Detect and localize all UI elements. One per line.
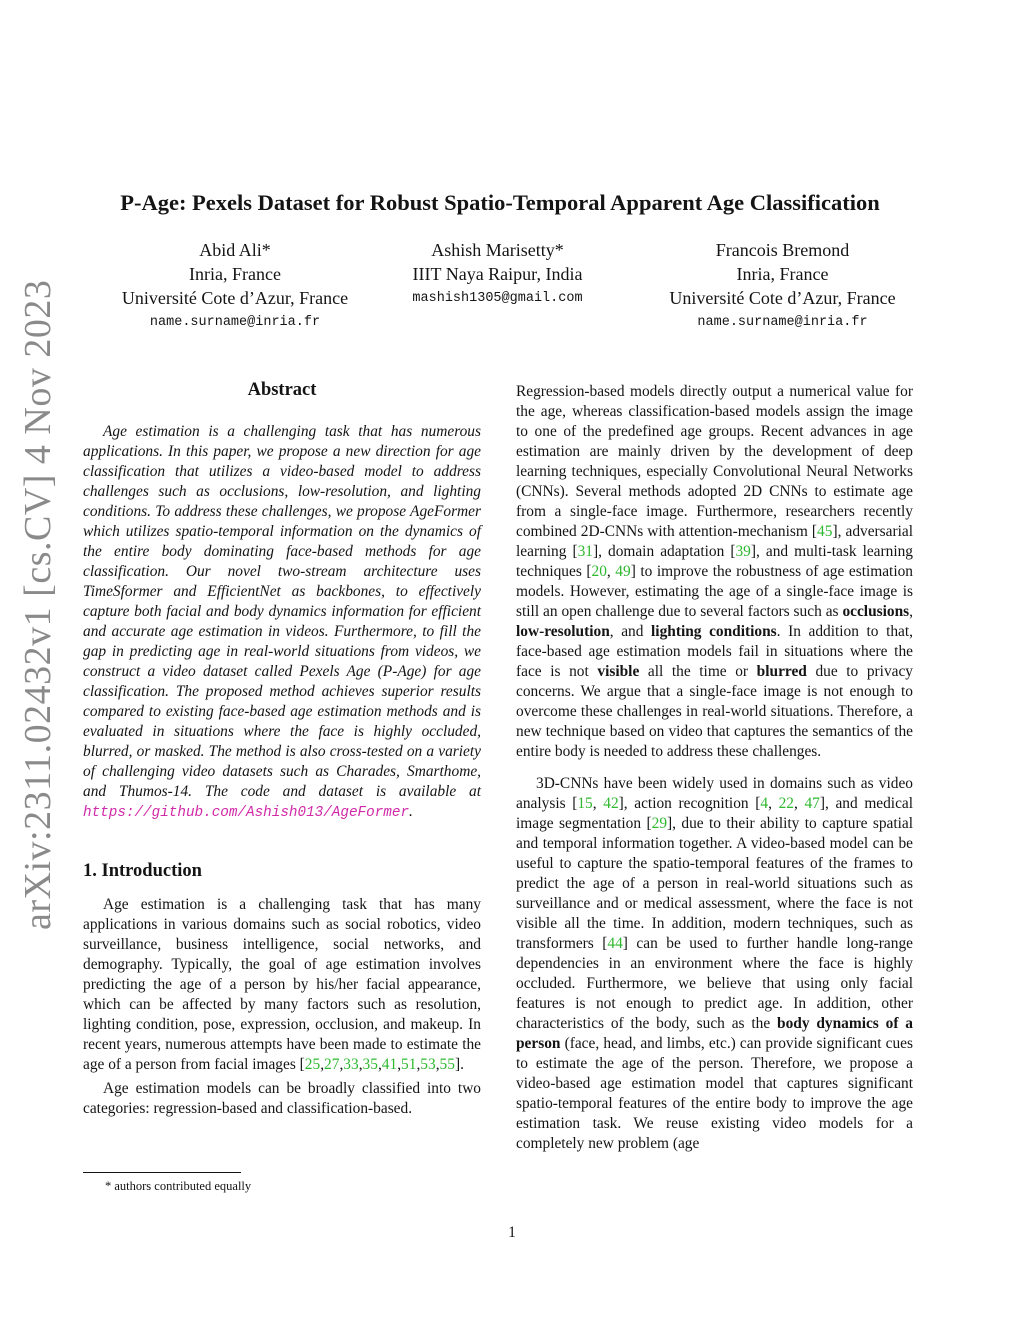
- left-column: [83, 378, 481, 1119]
- author-affiliation: Inria, France: [736, 264, 829, 284]
- citation[interactable]: 49: [615, 563, 631, 580]
- citation[interactable]: 20: [591, 563, 607, 580]
- citation[interactable]: 15: [577, 795, 593, 812]
- author-email: name.surname@inria.fr: [697, 315, 868, 330]
- citation[interactable]: 53: [420, 1056, 436, 1073]
- author-name: Francois Bremond: [715, 240, 850, 260]
- citation[interactable]: 27: [324, 1056, 340, 1073]
- citation[interactable]: 51: [401, 1056, 417, 1073]
- author-affiliation: Université Cote d’Azur, France: [121, 288, 349, 308]
- author-2: [385, 238, 610, 312]
- author-1: [90, 238, 380, 336]
- page-number: 1: [508, 1224, 516, 1241]
- right-column: [516, 382, 913, 1154]
- footnote: * authors contributed equally: [105, 1179, 252, 1193]
- citation[interactable]: 39: [735, 543, 751, 560]
- arxiv-stamp: arXiv:2311.02432v1 [cs.CV] 4 Nov 2023: [17, 279, 59, 930]
- author-name: Ashish Marisetty*: [431, 240, 564, 260]
- author-affiliation: Université Cote d’Azur, France: [669, 288, 896, 308]
- citation[interactable]: 44: [607, 935, 623, 952]
- author-affiliation: IIIT Naya Raipur, India: [412, 264, 583, 284]
- citation[interactable]: 47: [804, 795, 820, 812]
- intro-paragraph-2: Age estimation models can be broadly classified into two categories: regression-based and classification-based.: [83, 1080, 481, 1117]
- footnote-divider: [83, 1172, 241, 1173]
- citation[interactable]: 33: [343, 1056, 359, 1073]
- citation[interactable]: 55: [439, 1056, 455, 1073]
- author-3: [625, 238, 940, 336]
- author-email: name.surname@inria.fr: [149, 315, 321, 330]
- citation[interactable]: 31: [577, 543, 593, 560]
- citation[interactable]: 4: [760, 795, 769, 812]
- author-email: mashish1305@gmail.com: [412, 291, 583, 306]
- right-paragraph-2: 3D-CNNs have been widely used in domains such as video analysis [15, 42], action recognition [4, 22, 47], and medical image segmentation [29], due to their ability to capture spatial and temporal information together. A video-based model can be useful to capture the spatio-temporal features of the frames to predict the age of a person in real-world situations such as surveillance and or medical assessment, where the face is not visible all the time. In addition, modern techniques, such as transformers [44] can be used to further handle long-range dependencies in an environment where the face is highly occluded. Furthermore, we believe that using only facial features is not enough to predict age. In addition, other characteristics of the body, such as the body dynamics of a person (face, head, and limbs, etc.) can provide significant cues to estimate the age of the person. Therefore, we propose a video-based age estimation model that captures significant spatio-temporal features of the entire body to improve the age estimation task. We reuse existing video models for a completely new problem (age: [516, 775, 914, 1152]
- citation[interactable]: 25: [304, 1056, 321, 1073]
- right-paragraph-1: Regression-based models directly output a numerical value for the age, whereas classification-based models assign the image to one of the predefined age groups. Recent advances in age estimation are mainly driven by the development of deep learning techniques, especially Convolutional Neural Networks (CNNs). Several methods adopted 2D CNNs to estimate age from a single-face image. Furthermore, researchers recently combined 2D-CNNs with attention-mechanism [45], adversarial learning [31], domain adaptation [39], and multi-task learning techniques [20, 49] to improve the robustness of age estimation models. However, estimating the age of a single-face image is still an open challenge due to several factors such as occlusions, low-resolution, and lighting conditions. In addition to that, face-based age estimation models fail in situations where the face is not visible all the time or blurred due to privacy concerns. We argue that a single-face image is not enough to overcome these challenges in real-world situations. Therefore, a new technique based on video that captures the semantics of the entire body is needed to address these challenges.: [516, 383, 914, 760]
- author-affiliation: Inria, France: [189, 264, 281, 284]
- citation[interactable]: 22: [778, 795, 794, 812]
- paper-title: P-Age: Pexels Dataset for Robust Spatio-Temporal Apparent Age Classification: [120, 190, 880, 216]
- intro-paragraph-1: Age estimation is a challenging task that has many applications in various domains such as social robotics, video surveillance, business intelligence, social networks, and demography. Typically, the goal of age estimation involves predicting the age of a person by his/her facial appearance, which can be affected by many factors such as resolution, lighting condition, pose, expression, occlusion, and makeup. In recent years, numerous attempts have been made to estimate the age of a person from facial images [25,27,33,35,41,51,53,55].: [83, 896, 481, 1073]
- author-name: Abid Ali*: [199, 240, 271, 260]
- abstract-heading: Abstract: [247, 380, 317, 400]
- citation[interactable]: 42: [603, 795, 619, 812]
- citation[interactable]: 35: [362, 1056, 378, 1073]
- citation[interactable]: 45: [817, 523, 833, 540]
- code-link[interactable]: https://github.com/Ashish013/AgeFormer: [83, 805, 410, 821]
- citation[interactable]: 29: [651, 815, 668, 832]
- intro-heading: 1. Introduction: [83, 861, 202, 881]
- abstract-text: Age estimation is a challenging task that has numerous applications. In this paper, we propose a new direction for age classification that utilizes a video-based model to address challenges such as occlusions, low-resolution, and lighting conditions. To address these challenges, we propose AgeFormer which utilizes spatio-temporal information on the dynamics of the entire body dominating face-based methods for age classification. Our novel two-stream architecture uses TimeSformer and EfficientNet as backbones, to effectively capture both facial and body dynamics information for efficient and accurate age estimation in videos. Furthermore, to fill the gap in predicting age in real-world situations from videos, we construct a video dataset called Pexels Age (P-Age) for age classification. The proposed method achieves superior results compared to existing face-based age estimation methods and is evaluated in situations where the face is highly occluded, blurred, or masked. The method is also cross-tested on a variety of challenging video datasets such as Charades, Smarthome, and Thumos-14. The code and dataset is available at https://github.com/Ashish013/AgeFormer.: [83, 423, 481, 821]
- citation[interactable]: 41: [381, 1056, 398, 1073]
